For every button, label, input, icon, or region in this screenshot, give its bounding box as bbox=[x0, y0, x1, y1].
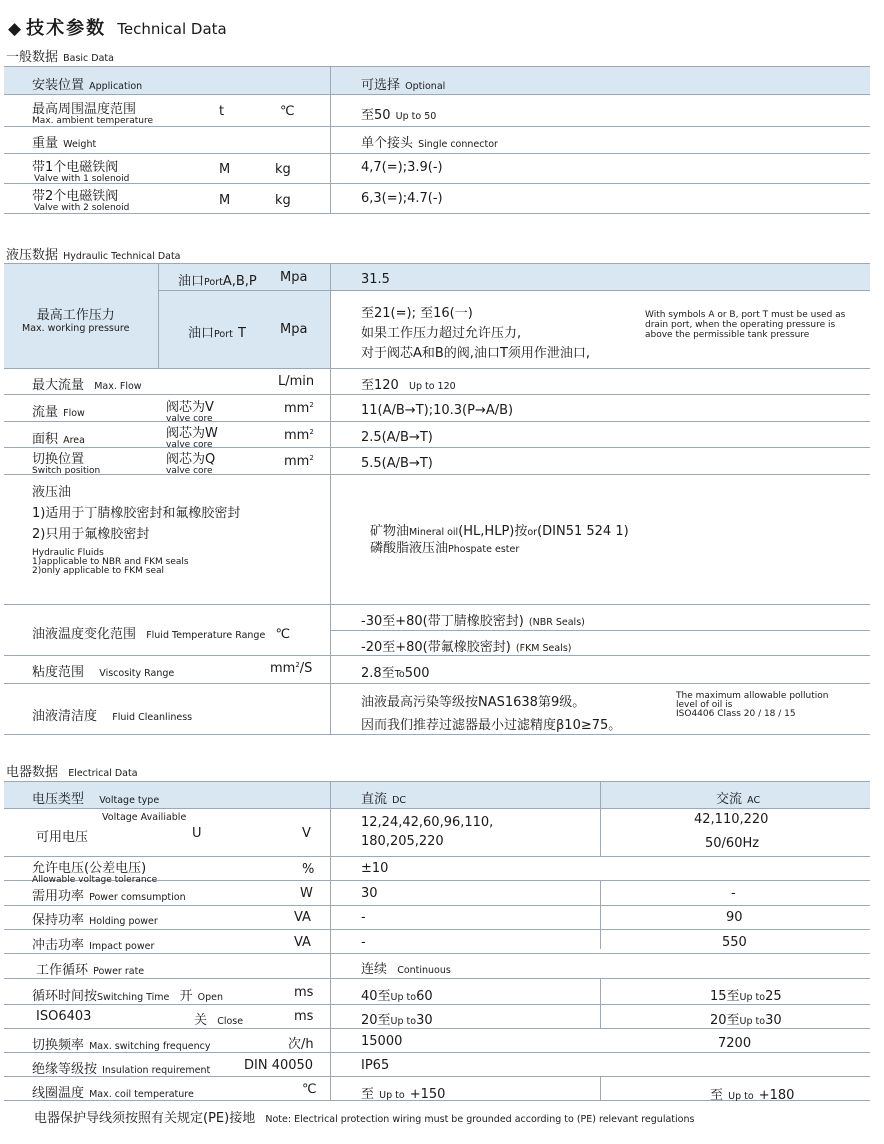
basic-heading: 一般数据 Basic Data bbox=[6, 50, 114, 65]
hydraulic-fluid-value: 矿物油Mineral oil(HL,HLP)按or(DIN51 524 1) bbox=[370, 524, 629, 539]
port-t-value: 至21(=); 至16(一) bbox=[361, 306, 473, 321]
max-flow-value: 至120 Up to 120 bbox=[361, 378, 456, 393]
port-t-label: 油口Port T bbox=[188, 326, 246, 341]
dc-header: 直流 DC bbox=[361, 792, 407, 807]
weight-value: 单个接头 Single connector bbox=[361, 136, 498, 151]
drain-port-note: With symbols A or B, port T must be used as drain port, when the operating pressure is above the permissible tank pressure bbox=[645, 310, 846, 340]
flow-area-w-value: 2.5(A/B→T) bbox=[361, 430, 433, 445]
page-title: ◆ 技术参数 Technical Data bbox=[8, 18, 227, 39]
application-label: 安装位置 Application bbox=[32, 78, 143, 93]
cleanliness-label: 油液清洁度 Fluid Cleanliness bbox=[32, 709, 193, 724]
optional-label: 可选择 Optional bbox=[361, 78, 446, 93]
ambient-temp-label: 最高周围温度范围 Max. ambient temperature bbox=[32, 102, 154, 126]
voltage-available-label: 可用电压 bbox=[36, 830, 89, 845]
working-pressure-label: 最高工作压力 Max. working pressure bbox=[22, 308, 130, 334]
port-abp-label: 油口PortA,B,P bbox=[178, 274, 257, 289]
solenoid1-value: 4,7(=);3.9(-) bbox=[361, 160, 443, 175]
ambient-temp-symbol: t bbox=[219, 104, 225, 119]
voltage-type-label: 电压类型 Voltage type bbox=[32, 792, 160, 807]
voltage-tolerance-label: 允许电压(公差电压) Allowable voltage tolerance bbox=[32, 861, 158, 885]
cleanliness-note: The maximum allowable pollution level of oil is ISO4406 Class 20 / 18 / 15 bbox=[676, 691, 829, 719]
solenoid2-value: 6,3(=);4.7(-) bbox=[361, 191, 443, 206]
electrical-heading: 电器数据 Electrical Data bbox=[6, 765, 138, 780]
grounding-note: 电器保护导线须按照有关规定(PE)接地 Note: Electrical protection wiring must be grounded according to (PE) relevant regulations bbox=[34, 1111, 695, 1126]
hydraulic-heading: 液压数据 Hydraulic Technical Data bbox=[6, 248, 181, 263]
diamond-icon: ◆ bbox=[8, 19, 22, 39]
fluid-temp-label: 油液温度变化范围 Fluid Temperature Range ℃ bbox=[32, 627, 291, 642]
solenoid1-label: 带1个电磁铁阀 Valve with 1 solenoid bbox=[32, 160, 130, 184]
flow-area-q-value: 5.5(A/B→T) bbox=[361, 456, 433, 471]
hydraulic-fluid-label: 液压油 1)适用于丁腈橡胶密封和氟橡胶密封 2)只用于氟橡胶密封 Hydraulic Fluids 1)applicable to NBR and FKM seals 2)only applicable to FKM seal bbox=[32, 485, 241, 576]
viscosity-label: 粘度范围 Viscosity Range bbox=[32, 665, 175, 680]
flow-area-v-value: 11(A/B→T);10.3(P→A/B) bbox=[361, 403, 514, 418]
viscosity-value: 2.8至To500 bbox=[361, 666, 430, 681]
solenoid2-label: 带2个电磁铁阀 Valve with 2 solenoid bbox=[32, 189, 130, 213]
port-abp-value: 31.5 bbox=[361, 272, 390, 287]
ambient-temp-unit: ℃ bbox=[280, 104, 295, 119]
ambient-temp-value: 至50 Up to 50 bbox=[361, 108, 437, 123]
max-flow-label: 最大流量 Max. Flow bbox=[32, 378, 142, 393]
ac-header: 交流 AC bbox=[716, 792, 761, 807]
weight-label: 重量 Weight bbox=[32, 136, 97, 151]
